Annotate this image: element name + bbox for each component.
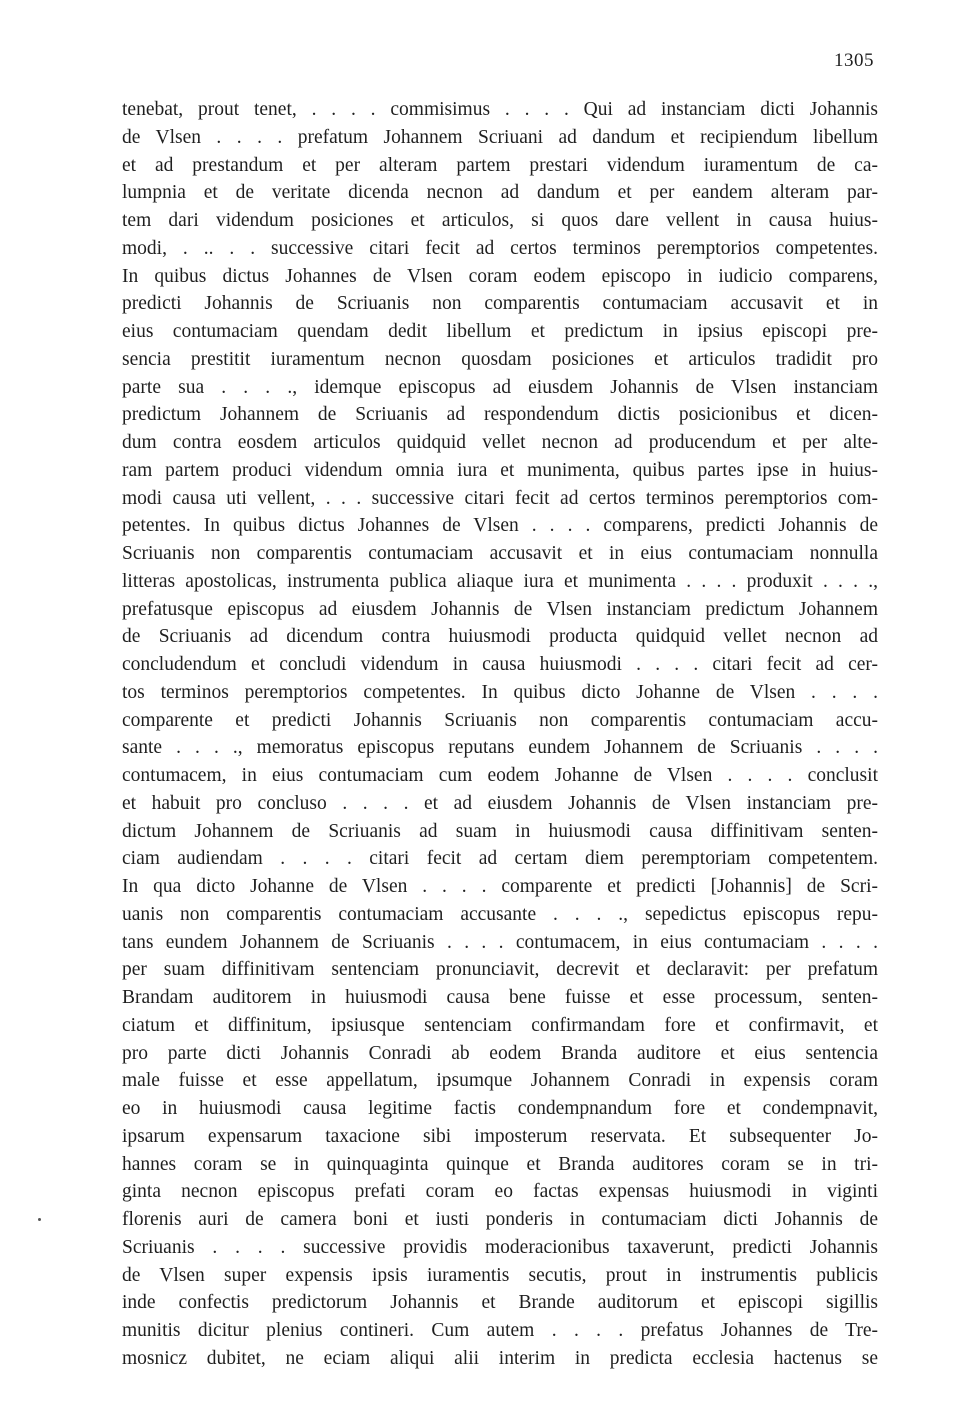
text-line: predictum Johannem de Scriuanis ad respondendum dictis posicionibus et dicen- [122, 404, 878, 426]
text-line: Scriuanis . . . . successive providis moderacionibus taxaverunt, predicti Johannis [122, 1236, 878, 1258]
text-line: de Scriuanis ad dicendum contra huiusmodi producta quidquid vellet necnon ad [122, 626, 878, 648]
text-line: petentes. In quibus dictus Johannes de Vlsen . . . . comparens, predicti Johannis de [122, 515, 878, 537]
text-line: modi, . .. . . successive citari fecit ad certos terminos peremptorios competentes. [122, 237, 878, 259]
text-line: florenis auri de camera boni et iusti ponderis in contumaciam dicti Johannis de [122, 1209, 878, 1230]
text-line: ram partem produci videndum omnia iura et munimenta, quibus partes ipse in huius- [122, 459, 878, 481]
text-line: ipsarum expensarum taxacione sibi imposterum reservata. Et subsequenter Jo- [122, 1125, 878, 1147]
text-line: et habuit pro concluso . . . . et ad eiusdem Johannis de Vlsen instanciam pre- [122, 792, 878, 814]
text-line: sante . . . ., memoratus episcopus reputans eundem Johannem de Scriuanis . . . . [122, 737, 878, 759]
text-line: In qua dicto Johanne de Vlsen . . . . comparente et predicti [Johannis] de Scri- [122, 876, 878, 897]
text-line: de Vlsen super expensis ipsis iuramentis secutis, prout in instrumentis publicis [122, 1264, 878, 1286]
text-line: tos terminos peremptorios competentes. In quibus dicto Johanne de Vlsen . . . . [122, 681, 878, 703]
text-line: mosnicz dubitet, ne eciam aliqui alii interim in predicta ecclesia hactenus se [122, 1347, 878, 1369]
page-number: 1305 [834, 50, 874, 71]
text-line: ciatum et diffinitum, ipsiusque sentenciam confirmandam fore et confirmavit, et [122, 1014, 878, 1036]
text-line: predicti Johannis de Scriuanis non comparentis contumaciam accusavit et in [122, 293, 878, 315]
text-line: tans eundem Johannem de Scriuanis . . . . contumacem, in eius contumaciam . . . . [122, 931, 878, 953]
text-line: male fuisse et esse appellatum, ipsumque Johannem Conradi in expensis coram [122, 1070, 878, 1092]
body-text [122, 96, 878, 1373]
text-line: In quibus dictus Johannes de Vlsen coram eodem episcopo in iudicio comparens, [122, 265, 878, 287]
text-line: ciam audiendam . . . . citari fecit ad certam diem peremptoriam competentem. [122, 848, 878, 870]
text-line: lumpnia et de veritate dicenda necnon ad dandum et per eandem alteram par- [122, 182, 878, 204]
text-line: comparente et predicti Johannis Scriuanis non comparentis contumaciam accu- [122, 709, 878, 731]
text-line: munitis dicitur plenius contineri. Cum autem . . . . prefatus Johannes de Tre- [122, 1320, 878, 1341]
text-line: Brandam auditorem in huiusmodi causa bene fuisse et esse processum, senten- [122, 987, 878, 1008]
text-line: parte sua . . . ., idemque episcopus ad eiusdem Johannis de Vlsen instanciam [122, 376, 878, 398]
text-line: dictum Johannem de Scriuanis ad suam in huiusmodi causa diffinitivam senten- [122, 820, 878, 842]
text-line: tem dari videndum posiciones et articulos, si quos dare vellent in causa huius- [122, 210, 878, 231]
text-line: Scriuanis non comparentis contumaciam accusavit et in eius contumaciam nonnulla [122, 543, 878, 564]
text-line: litteras apostolicas, instrumenta publica aliaque iura et munimenta . . . . produxit . . . ., [122, 570, 878, 592]
text-line: hannes coram se in quinquaginta quinque et Branda auditores coram se in tri- [122, 1153, 878, 1175]
text-line: eius contumaciam quendam dedit libellum et predictum in ipsius episcopi pre- [122, 321, 878, 342]
text-line: tenebat, prout tenet, . . . . commisimus . . . . Qui ad instanciam dicti Johannis [122, 99, 878, 120]
text-line: per suam diffinitivam sentenciam pronunciavit, decrevit et declaravit: per prefatum [122, 959, 878, 981]
text-line: sencia prestitit iuramentum necnon quosdam posiciones et articulos tradidit pro [122, 348, 878, 370]
text-line: eo in huiusmodi causa legitime factis condempnandum fore et condempnavit, [122, 1098, 878, 1119]
text-line: uanis non comparentis contumaciam accusante . . . ., sepedictus episcopus repu- [122, 903, 878, 925]
text-line: et ad prestandum et per alteram partem prestari videndum iuramentum de ca- [122, 154, 878, 176]
text-line: dum contra eosdem articulos quidquid vellet necnon ad producendum et per alte- [122, 432, 878, 453]
text-line: de Vlsen . . . . prefatum Johannem Scriuani ad dandum et recipiendum libellum [122, 126, 878, 148]
text-line: concludendum et concludi videndum in causa huiusmodi . . . . citari fecit ad cer- [122, 654, 878, 675]
text-line: contumacem, in eius contumaciam cum eodem Johanne de Vlsen . . . . conclusit [122, 765, 878, 786]
text-line: ginta necnon episcopus prefati coram eo factas expensas huiusmodi in viginti [122, 1181, 878, 1203]
text-line: modi causa uti vellent, . . . successive citari fecit ad certos terminos peremptorios com- [122, 487, 878, 509]
text-line: inde confectis predictorum Johannis et Brande auditorum et episcopi sigillis [122, 1292, 878, 1314]
margin-mark [38, 1218, 41, 1221]
text-line: pro parte dicti Johannis Conradi ab eodem Branda auditore et eius sentencia [122, 1042, 878, 1064]
text-line: prefatusque episcopus ad eiusdem Johannis de Vlsen instanciam predictum Johannem [122, 598, 878, 620]
